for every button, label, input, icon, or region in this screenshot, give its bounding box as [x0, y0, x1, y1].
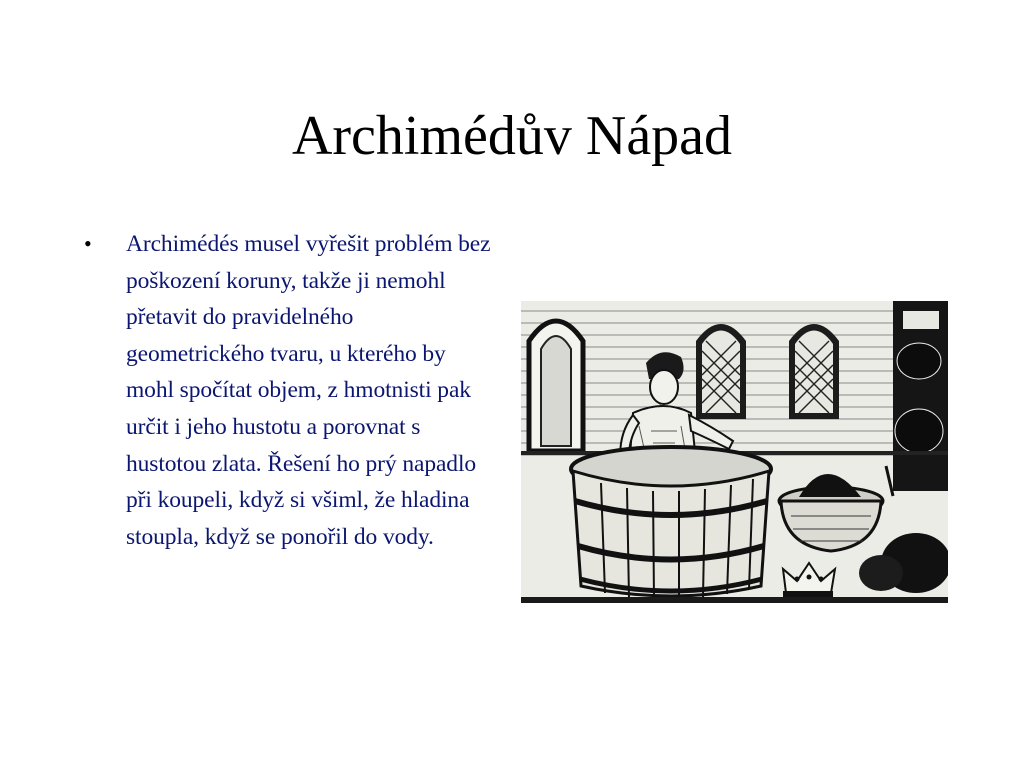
- archimedes-bath-engraving: [521, 301, 948, 603]
- bullet-text: Archimédés musel vyřešit problém bez poškození koruny, takže ji nemohl přetavit do pravidelného geometrického tvaru, u kterého by mohl spočítat objem, z hmotnisti pak určit i jeho hustotu a porovnat s hustotou zlata. Řešení ho prý napadlo při koupeli, když si všiml, že hladina stoupla, když se ponořil do vody.: [126, 231, 491, 550]
- slide-title: Archimédův Nápad: [291, 105, 733, 167]
- bullet-list: [84, 226, 494, 555]
- bullet-item: [84, 226, 494, 555]
- engraving-drawing: [521, 301, 948, 603]
- wooden-tub: [571, 447, 771, 600]
- window-left: [696, 324, 746, 419]
- right-niche: [893, 301, 948, 491]
- window-right: [789, 324, 839, 419]
- bullet-marker: •: [84, 231, 92, 256]
